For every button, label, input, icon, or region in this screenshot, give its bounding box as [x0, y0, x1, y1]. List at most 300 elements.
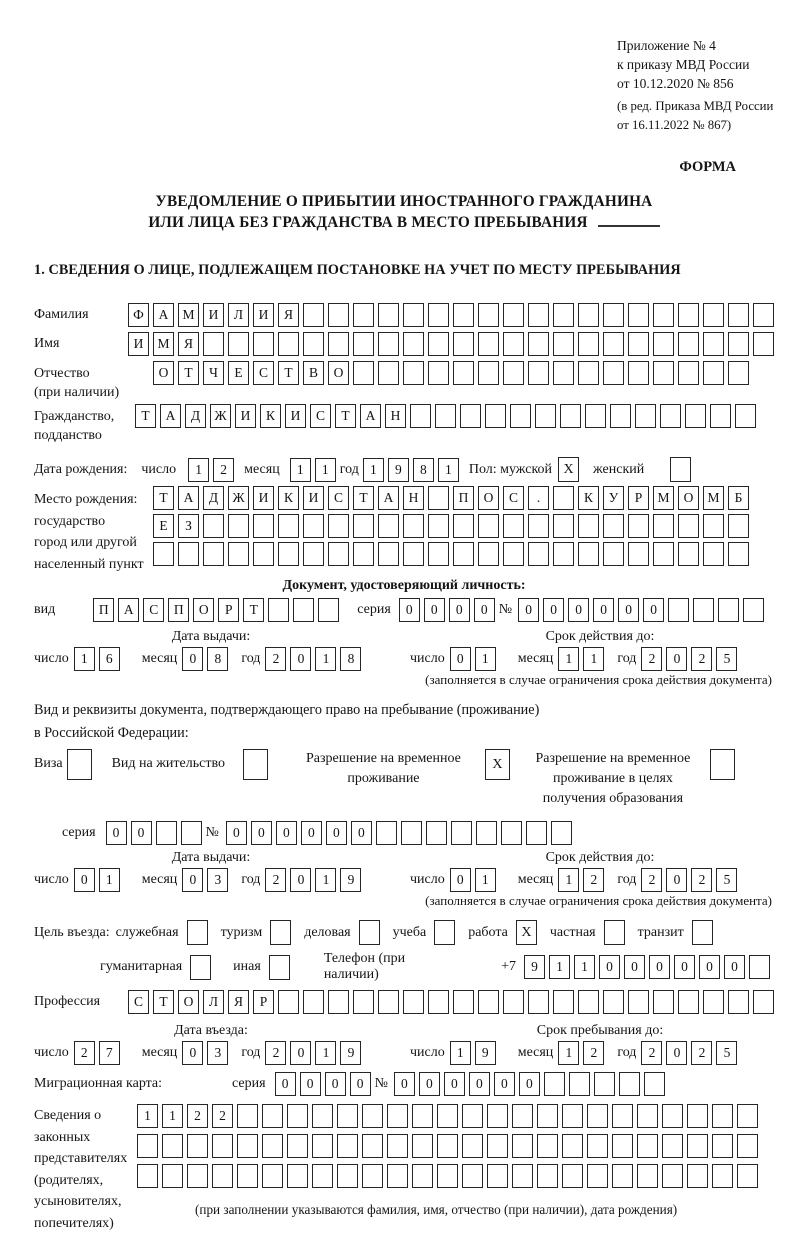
- char-box[interactable]: [628, 514, 649, 538]
- char-box[interactable]: [453, 361, 474, 385]
- char-box[interactable]: З: [178, 514, 199, 538]
- char-box[interactable]: [453, 990, 474, 1014]
- char-box[interactable]: Т: [335, 404, 356, 428]
- char-box[interactable]: 0: [74, 868, 95, 892]
- char-box[interactable]: [587, 1164, 608, 1188]
- char-box[interactable]: 0: [290, 868, 311, 892]
- char-box[interactable]: 1: [162, 1104, 183, 1128]
- char-box[interactable]: [353, 332, 374, 356]
- char-box[interactable]: 9: [475, 1041, 496, 1065]
- char-box[interactable]: [287, 1164, 308, 1188]
- char-box[interactable]: [378, 542, 399, 566]
- char-box[interactable]: Ф: [128, 303, 149, 327]
- char-box[interactable]: [387, 1164, 408, 1188]
- char-box[interactable]: [362, 1134, 383, 1158]
- char-box[interactable]: [685, 404, 706, 428]
- char-box[interactable]: [428, 486, 449, 510]
- char-box[interactable]: 0: [624, 955, 645, 979]
- char-box[interactable]: Ж: [210, 404, 231, 428]
- char-box[interactable]: 9: [524, 955, 545, 979]
- char-box[interactable]: [693, 598, 714, 622]
- char-box[interactable]: 2: [583, 868, 604, 892]
- char-box[interactable]: [387, 1134, 408, 1158]
- char-box[interactable]: [462, 1104, 483, 1128]
- char-box[interactable]: 6: [99, 647, 120, 671]
- char-box[interactable]: [537, 1134, 558, 1158]
- char-box[interactable]: [303, 990, 324, 1014]
- char-box[interactable]: [653, 332, 674, 356]
- char-box[interactable]: [594, 1072, 615, 1096]
- char-box[interactable]: 0: [394, 1072, 415, 1096]
- checkbox-residence-permit[interactable]: [243, 749, 268, 780]
- char-box[interactable]: 8: [207, 647, 228, 671]
- char-box[interactable]: [478, 332, 499, 356]
- char-box[interactable]: 0: [666, 1041, 687, 1065]
- char-box[interactable]: [268, 598, 289, 622]
- char-box[interactable]: 2: [213, 458, 234, 482]
- char-box[interactable]: Л: [203, 990, 224, 1014]
- char-box[interactable]: 1: [188, 458, 209, 482]
- char-box[interactable]: [318, 598, 339, 622]
- char-box[interactable]: 2: [641, 1041, 662, 1065]
- char-box[interactable]: Н: [403, 486, 424, 510]
- char-box[interactable]: [403, 303, 424, 327]
- char-box[interactable]: [728, 303, 749, 327]
- char-box[interactable]: 2: [265, 647, 286, 671]
- char-box[interactable]: [378, 303, 399, 327]
- char-box[interactable]: [553, 332, 574, 356]
- char-box[interactable]: [426, 821, 447, 845]
- char-box[interactable]: [687, 1104, 708, 1128]
- char-box[interactable]: [553, 542, 574, 566]
- char-box[interactable]: 0: [350, 1072, 371, 1096]
- char-box[interactable]: [287, 1104, 308, 1128]
- char-box[interactable]: [337, 1164, 358, 1188]
- char-box[interactable]: [503, 990, 524, 1014]
- char-box[interactable]: 2: [691, 868, 712, 892]
- char-box[interactable]: И: [128, 332, 149, 356]
- char-box[interactable]: [512, 1104, 533, 1128]
- char-box[interactable]: [278, 542, 299, 566]
- char-box[interactable]: [528, 361, 549, 385]
- char-box[interactable]: [628, 303, 649, 327]
- char-box[interactable]: [262, 1134, 283, 1158]
- char-box[interactable]: [453, 542, 474, 566]
- char-box[interactable]: Я: [278, 303, 299, 327]
- char-box[interactable]: К: [278, 486, 299, 510]
- char-box[interactable]: [712, 1164, 733, 1188]
- char-box[interactable]: [485, 404, 506, 428]
- char-box[interactable]: 1: [315, 647, 336, 671]
- char-box[interactable]: 0: [290, 1041, 311, 1065]
- char-box[interactable]: 0: [300, 1072, 321, 1096]
- char-box[interactable]: [678, 361, 699, 385]
- char-box[interactable]: 0: [399, 598, 420, 622]
- char-box[interactable]: [678, 514, 699, 538]
- char-box[interactable]: 7: [99, 1041, 120, 1065]
- char-box[interactable]: 5: [716, 647, 737, 671]
- char-box[interactable]: [228, 514, 249, 538]
- checkbox-purpose-private[interactable]: [604, 920, 625, 945]
- char-box[interactable]: 1: [315, 458, 336, 482]
- char-box[interactable]: [278, 990, 299, 1014]
- checkbox-purpose-work[interactable]: X: [516, 920, 537, 945]
- char-box[interactable]: [337, 1104, 358, 1128]
- char-box[interactable]: [501, 821, 522, 845]
- char-box[interactable]: 1: [315, 1041, 336, 1065]
- char-box[interactable]: [526, 821, 547, 845]
- char-box[interactable]: [178, 542, 199, 566]
- char-box[interactable]: К: [578, 486, 599, 510]
- char-box[interactable]: [462, 1164, 483, 1188]
- char-box[interactable]: [551, 821, 572, 845]
- char-box[interactable]: [678, 332, 699, 356]
- checkbox-temp-residence[interactable]: X: [485, 749, 510, 780]
- char-box[interactable]: [428, 514, 449, 538]
- char-box[interactable]: 0: [450, 868, 471, 892]
- char-box[interactable]: [528, 990, 549, 1014]
- char-box[interactable]: [187, 1134, 208, 1158]
- char-box[interactable]: [503, 332, 524, 356]
- char-box[interactable]: Т: [178, 361, 199, 385]
- char-box[interactable]: [743, 598, 764, 622]
- char-box[interactable]: [687, 1134, 708, 1158]
- char-box[interactable]: [728, 361, 749, 385]
- char-box[interactable]: О: [328, 361, 349, 385]
- char-box[interactable]: 0: [290, 647, 311, 671]
- char-box[interactable]: 0: [643, 598, 664, 622]
- char-box[interactable]: [403, 332, 424, 356]
- char-box[interactable]: [562, 1104, 583, 1128]
- char-box[interactable]: Т: [153, 990, 174, 1014]
- char-box[interactable]: 1: [549, 955, 570, 979]
- char-box[interactable]: 0: [469, 1072, 490, 1096]
- char-box[interactable]: 1: [475, 868, 496, 892]
- char-box[interactable]: [303, 542, 324, 566]
- char-box[interactable]: [278, 332, 299, 356]
- char-box[interactable]: [662, 1134, 683, 1158]
- char-box[interactable]: 0: [351, 821, 372, 845]
- char-box[interactable]: [628, 332, 649, 356]
- char-box[interactable]: [253, 542, 274, 566]
- char-box[interactable]: [162, 1164, 183, 1188]
- char-box[interactable]: [703, 332, 724, 356]
- char-box[interactable]: [619, 1072, 640, 1096]
- char-box[interactable]: Т: [278, 361, 299, 385]
- char-box[interactable]: [603, 303, 624, 327]
- char-box[interactable]: [353, 514, 374, 538]
- char-box[interactable]: 3: [207, 868, 228, 892]
- char-box[interactable]: [703, 361, 724, 385]
- char-box[interactable]: [503, 361, 524, 385]
- char-box[interactable]: [437, 1134, 458, 1158]
- char-box[interactable]: [312, 1134, 333, 1158]
- char-box[interactable]: [237, 1104, 258, 1128]
- char-box[interactable]: И: [253, 303, 274, 327]
- char-box[interactable]: 2: [583, 1041, 604, 1065]
- char-box[interactable]: [228, 542, 249, 566]
- char-box[interactable]: [603, 990, 624, 1014]
- char-box[interactable]: Р: [628, 486, 649, 510]
- char-box[interactable]: Н: [385, 404, 406, 428]
- char-box[interactable]: [437, 1164, 458, 1188]
- char-box[interactable]: 1: [558, 1041, 579, 1065]
- char-box[interactable]: [460, 404, 481, 428]
- char-box[interactable]: 5: [716, 1041, 737, 1065]
- char-box[interactable]: [262, 1164, 283, 1188]
- char-box[interactable]: [653, 361, 674, 385]
- char-box[interactable]: [181, 821, 202, 845]
- char-box[interactable]: [712, 1104, 733, 1128]
- char-box[interactable]: [578, 542, 599, 566]
- checkbox-purpose-tourism[interactable]: [270, 920, 291, 945]
- char-box[interactable]: А: [178, 486, 199, 510]
- char-box[interactable]: [560, 404, 581, 428]
- char-box[interactable]: О: [178, 990, 199, 1014]
- char-box[interactable]: [410, 404, 431, 428]
- char-box[interactable]: [253, 332, 274, 356]
- char-box[interactable]: 0: [519, 1072, 540, 1096]
- char-box[interactable]: В: [303, 361, 324, 385]
- char-box[interactable]: 0: [106, 821, 127, 845]
- char-box[interactable]: [478, 990, 499, 1014]
- char-box[interactable]: [378, 990, 399, 1014]
- char-box[interactable]: [603, 332, 624, 356]
- char-box[interactable]: А: [118, 598, 139, 622]
- char-box[interactable]: Т: [353, 486, 374, 510]
- char-box[interactable]: [428, 332, 449, 356]
- char-box[interactable]: [637, 1104, 658, 1128]
- char-box[interactable]: 2: [641, 868, 662, 892]
- char-box[interactable]: Я: [178, 332, 199, 356]
- char-box[interactable]: [528, 332, 549, 356]
- char-box[interactable]: [703, 542, 724, 566]
- char-box[interactable]: [437, 1104, 458, 1128]
- char-box[interactable]: 0: [226, 821, 247, 845]
- char-box[interactable]: [662, 1104, 683, 1128]
- char-box[interactable]: 1: [574, 955, 595, 979]
- char-box[interactable]: [328, 990, 349, 1014]
- checkbox-purpose-business[interactable]: [359, 920, 380, 945]
- char-box[interactable]: [703, 990, 724, 1014]
- char-box[interactable]: [403, 514, 424, 538]
- char-box[interactable]: [451, 821, 472, 845]
- char-box[interactable]: [453, 514, 474, 538]
- char-box[interactable]: [237, 1134, 258, 1158]
- char-box[interactable]: Б: [728, 486, 749, 510]
- char-box[interactable]: [253, 514, 274, 538]
- char-box[interactable]: 0: [593, 598, 614, 622]
- char-box[interactable]: С: [128, 990, 149, 1014]
- char-box[interactable]: [478, 514, 499, 538]
- char-box[interactable]: 2: [641, 647, 662, 671]
- char-box[interactable]: [328, 542, 349, 566]
- char-box[interactable]: [578, 514, 599, 538]
- char-box[interactable]: 0: [450, 647, 471, 671]
- char-box[interactable]: [293, 598, 314, 622]
- char-box[interactable]: [603, 361, 624, 385]
- char-box[interactable]: [203, 332, 224, 356]
- char-box[interactable]: [237, 1164, 258, 1188]
- char-box[interactable]: [553, 514, 574, 538]
- char-box[interactable]: И: [303, 486, 324, 510]
- char-box[interactable]: 2: [691, 1041, 712, 1065]
- char-box[interactable]: [544, 1072, 565, 1096]
- char-box[interactable]: Ж: [228, 486, 249, 510]
- char-box[interactable]: [703, 514, 724, 538]
- char-box[interactable]: [287, 1134, 308, 1158]
- char-box[interactable]: 5: [716, 868, 737, 892]
- checkbox-sex-female[interactable]: [670, 457, 691, 482]
- char-box[interactable]: [353, 990, 374, 1014]
- char-box[interactable]: 8: [340, 647, 361, 671]
- char-box[interactable]: [603, 514, 624, 538]
- char-box[interactable]: [735, 404, 756, 428]
- char-box[interactable]: П: [93, 598, 114, 622]
- char-box[interactable]: [303, 332, 324, 356]
- char-box[interactable]: Л: [228, 303, 249, 327]
- char-box[interactable]: [653, 542, 674, 566]
- char-box[interactable]: [478, 361, 499, 385]
- char-box[interactable]: 0: [131, 821, 152, 845]
- char-box[interactable]: [203, 514, 224, 538]
- char-box[interactable]: [653, 303, 674, 327]
- char-box[interactable]: Р: [253, 990, 274, 1014]
- char-box[interactable]: 0: [276, 821, 297, 845]
- char-box[interactable]: И: [253, 486, 274, 510]
- char-box[interactable]: [435, 404, 456, 428]
- char-box[interactable]: [535, 404, 556, 428]
- char-box[interactable]: 0: [326, 821, 347, 845]
- char-box[interactable]: [660, 404, 681, 428]
- char-box[interactable]: [478, 542, 499, 566]
- char-box[interactable]: [476, 821, 497, 845]
- char-box[interactable]: [628, 542, 649, 566]
- char-box[interactable]: 1: [475, 647, 496, 671]
- char-box[interactable]: [678, 303, 699, 327]
- char-box[interactable]: [303, 514, 324, 538]
- char-box[interactable]: [503, 542, 524, 566]
- char-box[interactable]: [353, 542, 374, 566]
- char-box[interactable]: [428, 990, 449, 1014]
- char-box[interactable]: 9: [340, 1041, 361, 1065]
- char-box[interactable]: И: [235, 404, 256, 428]
- char-box[interactable]: [453, 332, 474, 356]
- char-box[interactable]: И: [203, 303, 224, 327]
- char-box[interactable]: [487, 1134, 508, 1158]
- char-box[interactable]: [635, 404, 656, 428]
- checkbox-visa[interactable]: [67, 749, 92, 780]
- char-box[interactable]: [337, 1134, 358, 1158]
- char-box[interactable]: 0: [182, 1041, 203, 1065]
- char-box[interactable]: [412, 1104, 433, 1128]
- char-box[interactable]: О: [678, 486, 699, 510]
- char-box[interactable]: [187, 1164, 208, 1188]
- char-box[interactable]: О: [193, 598, 214, 622]
- checkbox-edu-residence[interactable]: [710, 749, 735, 780]
- char-box[interactable]: [644, 1072, 665, 1096]
- char-box[interactable]: 9: [340, 868, 361, 892]
- char-box[interactable]: [610, 404, 631, 428]
- char-box[interactable]: [412, 1134, 433, 1158]
- checkbox-purpose-transit[interactable]: [692, 920, 713, 945]
- char-box[interactable]: [353, 361, 374, 385]
- char-box[interactable]: 0: [419, 1072, 440, 1096]
- char-box[interactable]: О: [478, 486, 499, 510]
- char-box[interactable]: С: [310, 404, 331, 428]
- char-box[interactable]: .: [528, 486, 549, 510]
- char-box[interactable]: [637, 1164, 658, 1188]
- checkbox-sex-male[interactable]: X: [558, 457, 579, 482]
- char-box[interactable]: [710, 404, 731, 428]
- char-box[interactable]: 1: [438, 458, 459, 482]
- char-box[interactable]: 0: [568, 598, 589, 622]
- char-box[interactable]: 1: [315, 868, 336, 892]
- char-box[interactable]: [462, 1134, 483, 1158]
- char-box[interactable]: 2: [691, 647, 712, 671]
- char-box[interactable]: [412, 1164, 433, 1188]
- char-box[interactable]: [403, 542, 424, 566]
- char-box[interactable]: [537, 1164, 558, 1188]
- char-box[interactable]: [612, 1104, 633, 1128]
- char-box[interactable]: 3: [207, 1041, 228, 1065]
- char-box[interactable]: [637, 1134, 658, 1158]
- char-box[interactable]: 1: [74, 647, 95, 671]
- char-box[interactable]: 0: [325, 1072, 346, 1096]
- char-box[interactable]: [737, 1104, 758, 1128]
- char-box[interactable]: [487, 1164, 508, 1188]
- char-box[interactable]: 9: [388, 458, 409, 482]
- char-box[interactable]: [528, 303, 549, 327]
- char-box[interactable]: [553, 303, 574, 327]
- char-box[interactable]: [137, 1164, 158, 1188]
- char-box[interactable]: 0: [649, 955, 670, 979]
- char-box[interactable]: Т: [243, 598, 264, 622]
- char-box[interactable]: [503, 303, 524, 327]
- char-box[interactable]: И: [285, 404, 306, 428]
- char-box[interactable]: Е: [228, 361, 249, 385]
- char-box[interactable]: [153, 542, 174, 566]
- char-box[interactable]: [212, 1134, 233, 1158]
- char-box[interactable]: [712, 1134, 733, 1158]
- char-box[interactable]: [401, 821, 422, 845]
- char-box[interactable]: [737, 1164, 758, 1188]
- char-box[interactable]: 1: [450, 1041, 471, 1065]
- char-box[interactable]: [362, 1164, 383, 1188]
- char-box[interactable]: 0: [543, 598, 564, 622]
- char-box[interactable]: [376, 821, 397, 845]
- char-box[interactable]: Ч: [203, 361, 224, 385]
- char-box[interactable]: [403, 361, 424, 385]
- char-box[interactable]: [428, 303, 449, 327]
- char-box[interactable]: [749, 955, 770, 979]
- char-box[interactable]: [562, 1134, 583, 1158]
- char-box[interactable]: 1: [558, 868, 579, 892]
- char-box[interactable]: [378, 514, 399, 538]
- checkbox-purpose-other[interactable]: [269, 955, 290, 980]
- char-box[interactable]: 0: [494, 1072, 515, 1096]
- char-box[interactable]: П: [168, 598, 189, 622]
- char-box[interactable]: [503, 514, 524, 538]
- char-box[interactable]: 0: [618, 598, 639, 622]
- char-box[interactable]: С: [328, 486, 349, 510]
- char-box[interactable]: [328, 303, 349, 327]
- char-box[interactable]: 2: [187, 1104, 208, 1128]
- char-box[interactable]: А: [378, 486, 399, 510]
- char-box[interactable]: [569, 1072, 590, 1096]
- char-box[interactable]: 0: [182, 647, 203, 671]
- char-box[interactable]: 0: [251, 821, 272, 845]
